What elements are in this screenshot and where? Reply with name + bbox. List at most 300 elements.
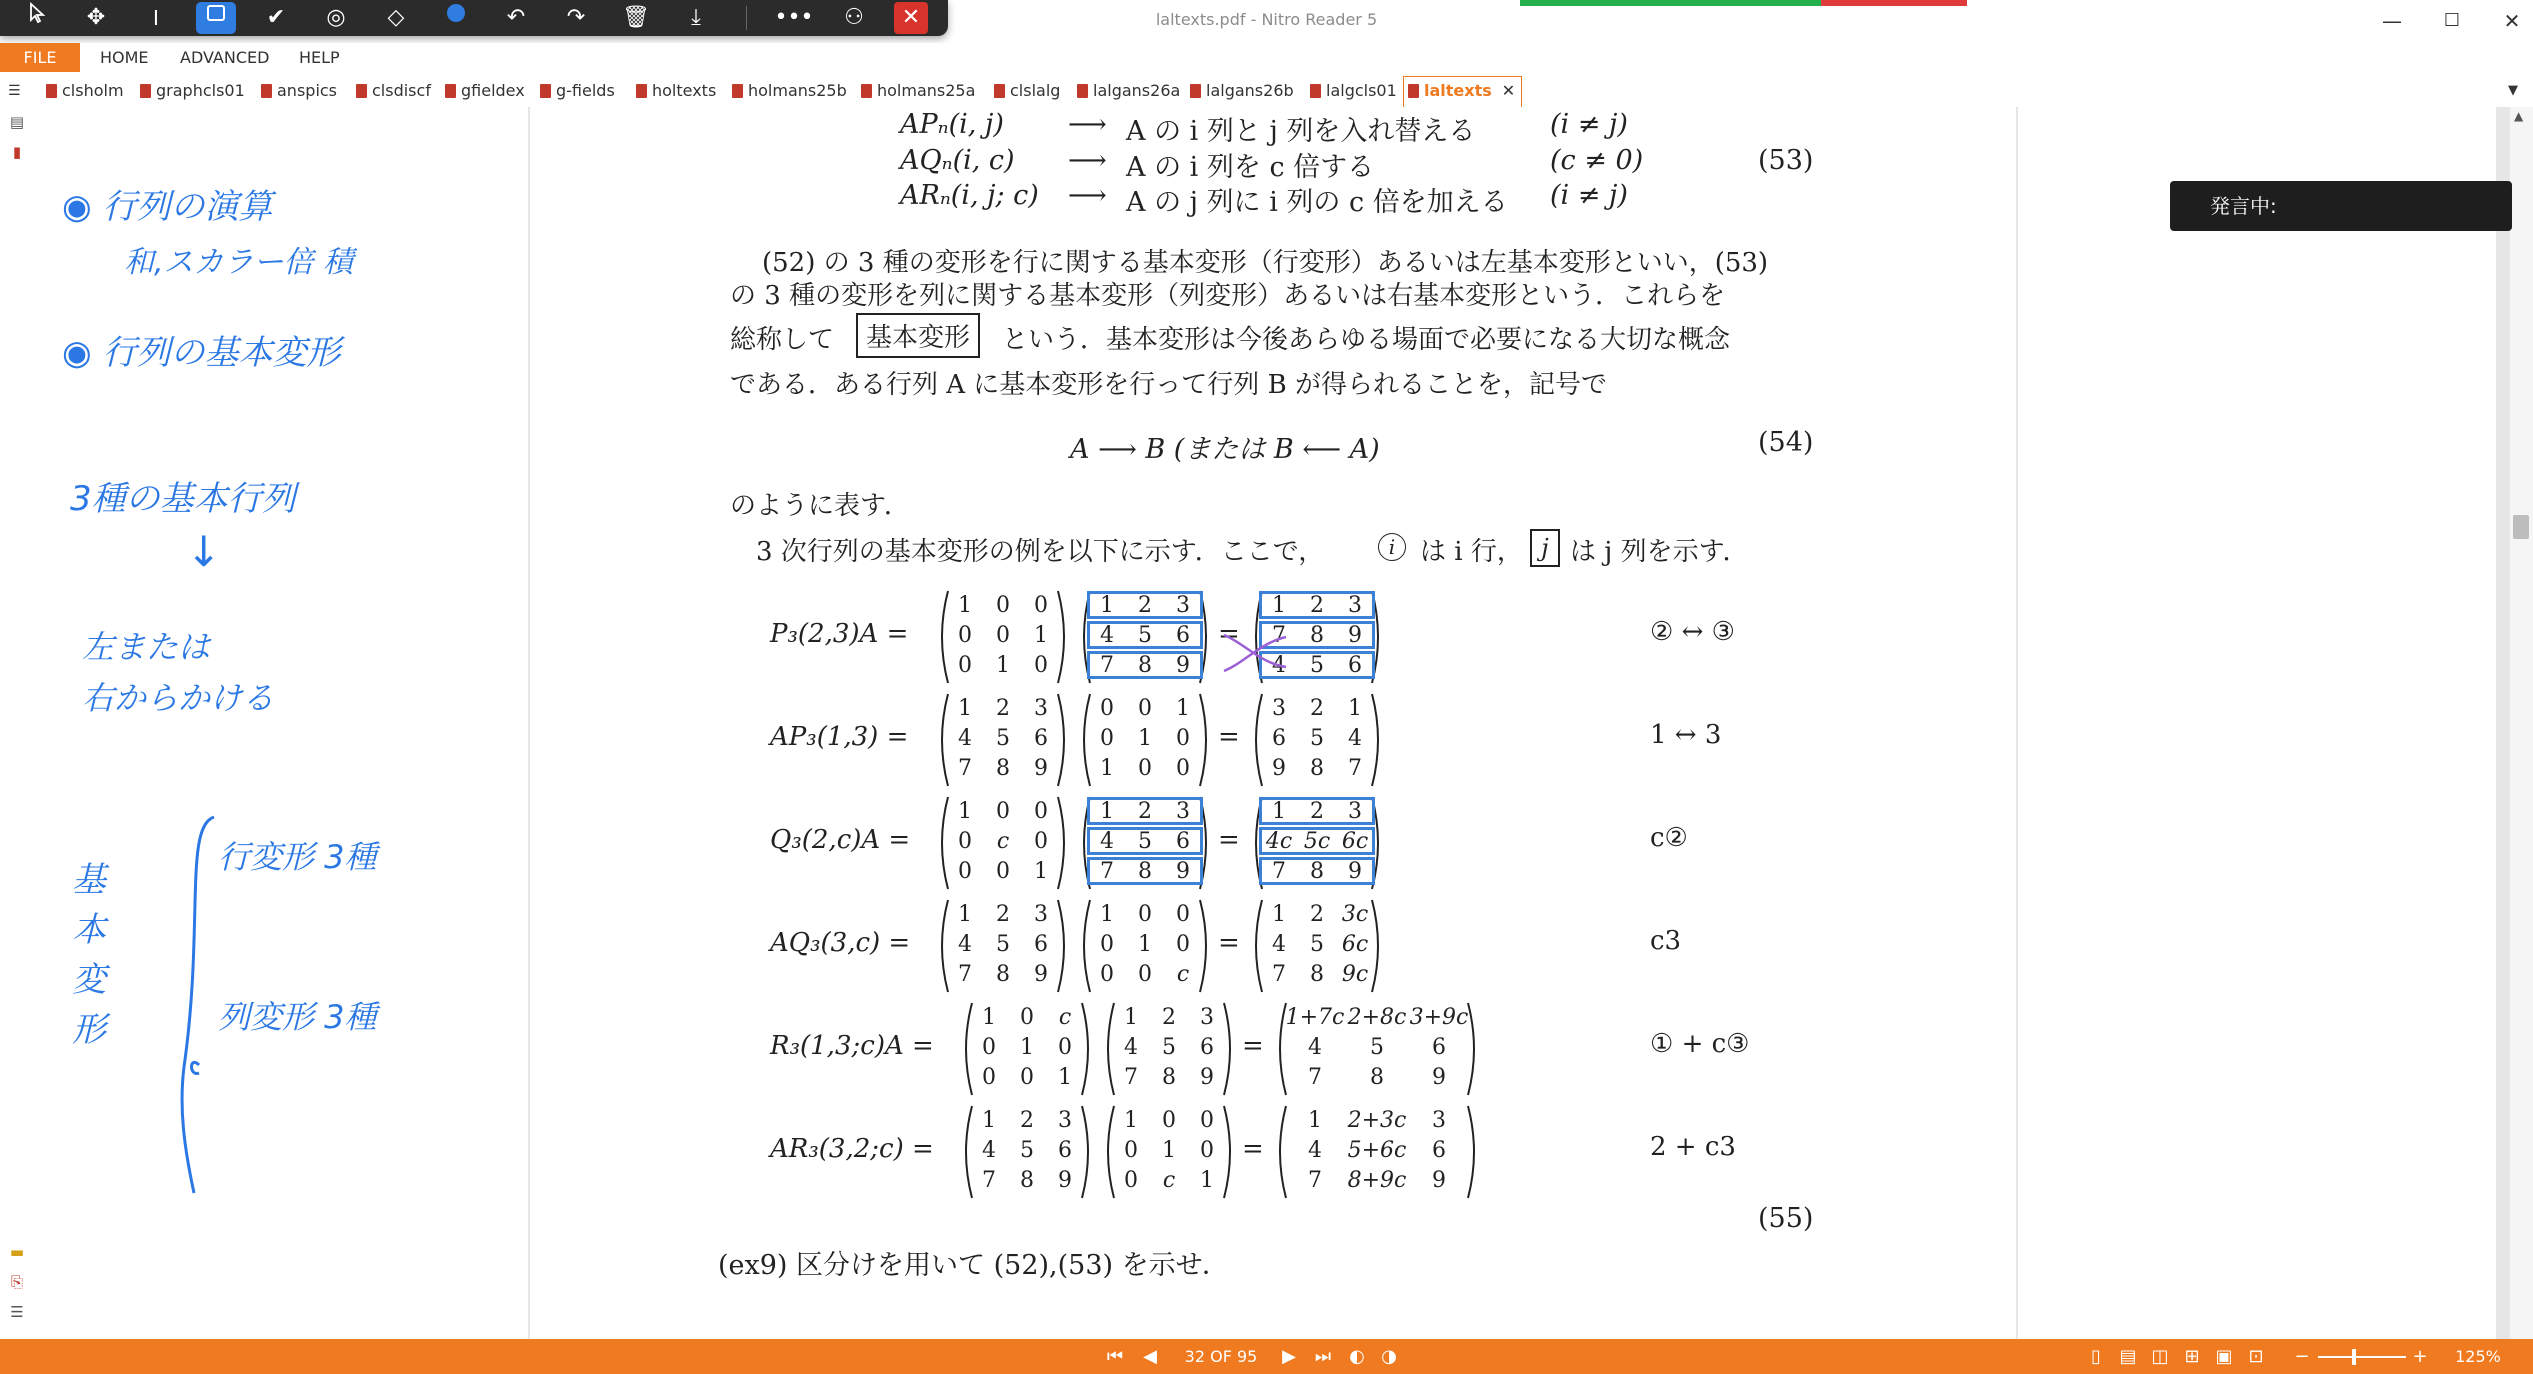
matrix-cell: 0 <box>1138 756 1152 781</box>
matrix-cell: 8 <box>996 756 1010 781</box>
example-note: ① + c③ <box>1650 1029 1750 1059</box>
eq53-row3-arrow: ⟶ <box>1068 180 1107 211</box>
matrix-cell: 4 <box>958 932 972 957</box>
matrix-cell: 8 <box>1370 1065 1384 1090</box>
close-icon[interactable]: ✕ <box>894 2 928 34</box>
matrix-cell: 5 <box>1020 1138 1034 1163</box>
exercise-9: (ex9) 区分けを用いて (52),(53) を示せ． <box>718 1250 1229 1281</box>
notes-page <box>34 107 528 1339</box>
boxed-term: 基本変形 <box>856 313 980 358</box>
continuous-view-icon[interactable]: ▤ <box>2119 1346 2137 1367</box>
matrix-cell: 8 <box>1138 653 1152 678</box>
annotation-row-box[interactable] <box>1259 797 1375 825</box>
matrix-cell: 5c <box>1303 829 1331 854</box>
matrix <box>962 1104 1092 1200</box>
matrix-cell: 0 <box>958 623 972 648</box>
matrix-cell: 0 <box>1020 1005 1034 1030</box>
tab-label: g-fields <box>556 81 615 100</box>
page-list-icon[interactable]: ☰ <box>8 83 21 99</box>
eq53-row2-desc: A の i 列を c 倍する <box>1126 152 1375 183</box>
matrix-cell: 4 <box>1100 623 1114 648</box>
matrix-cell: 4 <box>1348 726 1362 751</box>
eq53-row3-cond: (i ≠ j) <box>1550 180 1628 211</box>
matrix-cell: 0 <box>1034 653 1048 678</box>
matrix-cell: 8 <box>1162 1065 1176 1090</box>
matrix-cell: 1 <box>958 593 972 618</box>
eq53-row2-cond: (c ≠ 0) <box>1550 145 1644 176</box>
matrix-cell: 9 <box>1272 756 1286 781</box>
pdf-icon <box>356 84 367 98</box>
matrix-cell: 2 <box>1138 593 1152 618</box>
para1-line3a: 総称して <box>730 325 835 355</box>
matrix-cell: 9 <box>1432 1065 1446 1090</box>
pdf-icon <box>732 84 743 98</box>
tab-holmans25a[interactable] <box>861 78 975 104</box>
matrix-cell: 1 <box>1020 1035 1034 1060</box>
matrix-cell: 0 <box>996 859 1010 884</box>
eraser-icon[interactable]: ◇ <box>387 5 405 30</box>
undo-icon[interactable]: ↶ <box>506 5 526 30</box>
matrix-cell: 8+9c <box>1347 1168 1407 1193</box>
pdf-icon <box>261 84 272 98</box>
tab-holtexts[interactable] <box>636 78 716 104</box>
matrix-cell: 0 <box>1176 756 1190 781</box>
more-icon[interactable]: ••• <box>774 5 814 30</box>
matrix-cell: 1 <box>1058 1065 1072 1090</box>
annotation-row-box[interactable] <box>1259 591 1375 619</box>
note-line-9: 列変形 3種 <box>218 998 377 1036</box>
pdf-page <box>530 107 2016 1339</box>
matrix-cell: 0 <box>1058 1035 1072 1060</box>
matrix-cell: 0 <box>1138 902 1152 927</box>
tab-lalgcls01[interactable] <box>1310 78 1397 104</box>
para1-line3b: という．基本変形は今後あらゆる場面で必要になる大切な概念 <box>1002 325 1731 355</box>
matrix-cell: 1 <box>1034 623 1048 648</box>
tab-holmans25b[interactable] <box>732 78 847 104</box>
rectangle-icon[interactable] <box>196 2 236 34</box>
tab-label: clsholm <box>62 81 124 100</box>
matrix-cell: 0 <box>996 623 1010 648</box>
attachments-panel-icon[interactable]: ⎘ <box>10 1273 23 1291</box>
example-note: c② <box>1650 823 1688 853</box>
maximize-button[interactable]: ☐ <box>2443 10 2461 31</box>
tab-clsdiscf[interactable] <box>356 78 431 104</box>
annotation-row-box[interactable] <box>1087 651 1203 679</box>
matrix-cell: 0 <box>1162 1108 1176 1133</box>
matrix-cell: 0 <box>1138 696 1152 721</box>
tab-close-icon[interactable]: ✕ <box>1501 81 1516 100</box>
text-cursor-icon[interactable]: I <box>153 6 159 30</box>
matrix-cell: 6 <box>1176 623 1190 648</box>
matrix <box>938 795 1068 891</box>
matrix-cell: 2 <box>1310 593 1324 618</box>
tab-label: holmans25a <box>877 81 976 100</box>
matrix-cell: 0 <box>1034 829 1048 854</box>
tab-label: lalgcls01 <box>1326 81 1397 100</box>
note-line-2: 和,スカラー倍 積 <box>124 245 354 280</box>
matrix-cell: 3 <box>1058 1108 1072 1133</box>
document-tab-bar <box>0 72 2533 108</box>
example-lhs: R₃(1,3;c)A = <box>770 1031 934 1061</box>
stamp-icon[interactable]: ◎ <box>326 5 346 30</box>
matrix-cell: 5 <box>1138 829 1152 854</box>
matrix-cell: 5 <box>1310 932 1324 957</box>
matrix-cell: 0 <box>996 799 1010 824</box>
download-icon[interactable]: ⤓ <box>691 5 701 30</box>
annotation-swap-cross[interactable] <box>1220 627 1290 677</box>
matrix <box>938 692 1068 788</box>
matrix-cell: 6 <box>1432 1138 1446 1163</box>
matrix-cell: 4c <box>1265 829 1293 854</box>
matrix-cell: 6c <box>1341 829 1369 854</box>
matrix <box>1104 1104 1234 1200</box>
matrix-cell: 0 <box>982 1065 996 1090</box>
menu-file[interactable]: FILE <box>0 43 80 72</box>
pdf-icon <box>1077 84 1088 98</box>
matrix-cell: 7 <box>1124 1065 1138 1090</box>
matrix-cell: 1 <box>1308 1108 1322 1133</box>
matrix-cell: 7 <box>982 1168 996 1193</box>
matrix-cell: 0 <box>1124 1168 1138 1193</box>
matrix-cell: 3 <box>1432 1108 1446 1133</box>
matrix-cell: 8 <box>1138 859 1152 884</box>
matrix-cell: 0 <box>1020 1065 1034 1090</box>
para1-line1: (52) の 3 種の変形を行に関する基本変形（行変形）あるいは左基本変形といい，(53) <box>762 248 1769 278</box>
matrix-cell: 3 <box>1200 1005 1214 1030</box>
equals-sign: = <box>1218 619 1240 649</box>
note-line-3: ◉ 行列の基本変形 <box>62 333 341 373</box>
annotation-row-box[interactable] <box>1087 621 1203 649</box>
pdf-icon <box>140 84 151 98</box>
matrix-cell: 3 <box>1176 593 1190 618</box>
matrix-cell: 5 <box>1310 726 1324 751</box>
tab-label: anspics <box>277 81 338 100</box>
eq53-row2-arrow: ⟶ <box>1068 145 1107 176</box>
matrix-cell: 1 <box>1176 696 1190 721</box>
matrix-cell: 1 <box>996 653 1010 678</box>
matrix-cell: 4 <box>1272 653 1286 678</box>
page-indicator[interactable]: 32 OF 95 <box>1184 1347 1258 1366</box>
check-icon[interactable]: ✔ <box>266 5 286 30</box>
matrix <box>1080 589 1210 685</box>
note-vertical-word <box>72 855 106 1055</box>
matrix-cell: 1 <box>958 696 972 721</box>
matrix-cell: 0 <box>1200 1138 1214 1163</box>
tab-list-chevron-icon[interactable]: ▼ <box>2508 83 2518 98</box>
scrollbar-thumb[interactable] <box>2513 515 2529 539</box>
tab-label: holtexts <box>652 81 717 100</box>
minimize-button[interactable]: — <box>2382 9 2402 33</box>
tab-anspics[interactable] <box>261 78 337 104</box>
matrix-cell: 3 <box>1348 799 1362 824</box>
matrix-cell: 2 <box>996 696 1010 721</box>
matrix-cell: 1 <box>1138 932 1152 957</box>
single-page-view-icon[interactable]: ▯ <box>2091 1346 2101 1367</box>
move-icon[interactable]: ✥ <box>86 5 106 30</box>
note-line-8: 行変形 3種 <box>218 838 377 876</box>
example-lhs: AR₃(3,2;c) = <box>770 1134 934 1164</box>
matrix-cell: 0 <box>1176 726 1190 751</box>
matrix-cell: 1 <box>1124 1108 1138 1133</box>
matrix <box>1252 692 1382 788</box>
first-page-icon[interactable]: ⏮ <box>1106 1346 1124 1367</box>
matrix-cell: 2 <box>1162 1005 1176 1030</box>
matrix-cell: 2 <box>1310 902 1324 927</box>
matrix-cell: 1 <box>1124 1005 1138 1030</box>
matrix-cell: 5+6c <box>1347 1138 1407 1163</box>
matrix-cell: 8 <box>1020 1168 1034 1193</box>
matrix <box>1252 795 1382 891</box>
menu-help[interactable]: HELP <box>299 48 340 67</box>
call-indicator-red <box>1821 0 1967 6</box>
matrix-cell: 0 <box>1034 593 1048 618</box>
tab-clslalg[interactable] <box>994 78 1060 104</box>
matrix-cell: 0 <box>1100 696 1114 721</box>
annotation-toolbar <box>0 0 948 36</box>
matrix <box>1080 898 1210 994</box>
matrix-cell: 2 <box>1310 696 1324 721</box>
annotation-row-box[interactable] <box>1259 857 1375 885</box>
matrix-cell: 1 <box>1100 902 1114 927</box>
tab-graphcls01[interactable] <box>140 78 245 104</box>
menu-advanced[interactable]: ADVANCED <box>180 48 270 67</box>
matrix-examples <box>530 587 2016 1193</box>
eq53-row1-arrow: ⟶ <box>1068 109 1107 140</box>
matrix <box>1276 1001 1478 1097</box>
call-indicator-green <box>1520 0 1821 6</box>
scroll-up-icon[interactable]: ▲ <box>2514 109 2524 123</box>
matrix-cell: 4 <box>1100 829 1114 854</box>
matrix-cell: 1 <box>982 1108 996 1133</box>
color-dot-icon[interactable] <box>436 2 476 34</box>
note-vertical-char: 本 <box>72 910 106 950</box>
annotation-row-box[interactable] <box>1087 591 1203 619</box>
prev-page-icon[interactable]: ◀ <box>1143 1346 1157 1367</box>
tab-clsholm[interactable] <box>46 78 124 104</box>
matrix-cell: 6 <box>1058 1138 1072 1163</box>
facing-view-icon[interactable]: ◫ <box>2151 1346 2169 1367</box>
status-bar <box>0 1339 2533 1374</box>
matrix-cell: 6 <box>1034 726 1048 751</box>
annotation-row-box[interactable] <box>1259 827 1375 855</box>
matrix-cell: 0 <box>1200 1108 1214 1133</box>
matrix-cell: 0 <box>1100 932 1114 957</box>
pdf-icon <box>540 84 551 98</box>
matrix-cell: 1 <box>958 902 972 927</box>
matrix <box>938 898 1068 994</box>
matrix-cell: 7 <box>1100 653 1114 678</box>
matrix-cell: 2+8c <box>1347 1005 1407 1030</box>
matrix-cell: 1 <box>1272 902 1286 927</box>
matrix-cell: 9 <box>1034 962 1048 987</box>
matrix-cell: 3+9c <box>1409 1005 1469 1030</box>
eq53-row1-lhs: APₙ(i, j) <box>900 109 1004 140</box>
zoom-slider[interactable] <box>2318 1356 2406 1358</box>
matrix-cell: 4 <box>958 726 972 751</box>
tab-label: lalgans26a <box>1093 81 1181 100</box>
para1-line2: の 3 種の変形を列に関する基本変形（列変形）あるいは右基本変形という．これらを <box>730 281 1726 311</box>
matrix-cell: c <box>1058 1005 1072 1030</box>
matrix-cell: 8 <box>1310 962 1324 987</box>
tab-label: clsdiscf <box>372 81 431 100</box>
fit-page-icon[interactable]: ⊡ <box>2248 1346 2264 1367</box>
user-settings-icon[interactable]: ⚇ <box>844 5 864 30</box>
example-lhs: AQ₃(3,c) = <box>770 928 911 958</box>
matrix-cell: 7 <box>1348 756 1362 781</box>
matrix <box>1252 898 1382 994</box>
eq54: A ⟶ B (または B ⟵ A) <box>1070 434 1380 465</box>
example-note: 2 + c3 <box>1650 1132 1736 1162</box>
pdf-icon <box>1190 84 1201 98</box>
tab-lalgans26b[interactable] <box>1190 78 1294 104</box>
matrix-cell: 6 <box>1034 932 1048 957</box>
example-lhs: P₃(2,3)A = <box>770 619 909 649</box>
matrix-cell: 2+3c <box>1347 1108 1407 1133</box>
matrix-cell: 1 <box>1100 756 1114 781</box>
matrix <box>962 1001 1092 1097</box>
note-line-1: ◉ 行列の演算 <box>62 187 273 227</box>
matrix-cell: c <box>1162 1168 1176 1193</box>
note-vertical-char: 形 <box>72 1010 106 1050</box>
select-arrow-icon[interactable] <box>18 2 58 34</box>
pages-panel-icon[interactable]: ▤ <box>9 113 25 131</box>
boxed-j: j <box>1530 529 1560 567</box>
matrix-cell: 0 <box>958 653 972 678</box>
trash-icon[interactable]: 🗑 <box>622 5 650 30</box>
matrix-cell: 8 <box>1310 623 1324 648</box>
example-lhs: Q₃(2,c)A = <box>770 825 911 855</box>
matrix-cell: 7 <box>1272 623 1286 648</box>
matrix-cell: 7 <box>958 756 972 781</box>
bookmarks-panel-icon[interactable]: ▮ <box>12 143 22 161</box>
matrix-cell: 3 <box>1034 902 1048 927</box>
tab-label: clslalg <box>1010 81 1061 100</box>
right-page <box>2018 107 2496 1339</box>
matrix-cell: 2 <box>1020 1108 1034 1133</box>
matrix <box>1276 1104 1478 1200</box>
matrix-cell: 1 <box>1138 726 1152 751</box>
next-page-icon[interactable]: ▶ <box>1282 1346 1296 1367</box>
matrix-cell: 9 <box>1176 859 1190 884</box>
tab-laltexts[interactable] <box>1403 76 1522 107</box>
vertical-scrollbar[interactable] <box>2510 107 2533 1339</box>
note-line-4: 3種の基本行列 <box>70 479 296 519</box>
eq53-number: (53) <box>1758 145 1814 176</box>
matrix-cell: 4 <box>1308 1035 1322 1060</box>
matrix-cell: 5 <box>1310 653 1324 678</box>
fit-width-icon[interactable]: ▣ <box>2215 1346 2233 1367</box>
para3-part1: 3 次行列の基本変形の例を以下に示す．ここで， <box>756 537 1325 567</box>
matrix-cell: 0 <box>1034 799 1048 824</box>
matrix-cell: 4 <box>1308 1138 1322 1163</box>
matrix-cell: 8 <box>1310 756 1324 781</box>
last-page-icon[interactable]: ⏭ <box>1314 1346 1332 1367</box>
comments-panel-icon[interactable]: ▬ <box>9 1243 25 1261</box>
speaking-indicator: 発言中: <box>2170 181 2512 231</box>
back-view-icon[interactable]: ◐ <box>1349 1346 1365 1367</box>
forward-view-icon[interactable]: ◑ <box>1381 1346 1397 1367</box>
close-window-button[interactable]: ✕ <box>2503 9 2521 33</box>
zoom-in-button[interactable]: + <box>2412 1346 2428 1367</box>
eq53-row2-lhs: AQₙ(i, c) <box>900 145 1015 176</box>
matrix-cell: c <box>1176 962 1190 987</box>
matrix-cell: 1+7c <box>1285 1005 1345 1030</box>
matrix <box>1104 1001 1234 1097</box>
annotation-row-box[interactable] <box>1087 857 1203 885</box>
circled-i: i <box>1378 533 1406 561</box>
matrix-cell: 3 <box>1176 799 1190 824</box>
example-note: c3 <box>1650 926 1682 956</box>
pdf-icon <box>445 84 456 98</box>
eq53-row1-cond: (i ≠ j) <box>1550 109 1628 140</box>
matrix-cell: 1 <box>1100 593 1114 618</box>
matrix-cell: 9 <box>1176 653 1190 678</box>
left-panel-strip <box>0 107 35 1339</box>
tab-g-fields[interactable] <box>540 78 615 104</box>
menu-bar <box>0 43 2533 72</box>
zoom-out-button[interactable]: − <box>2294 1346 2310 1367</box>
zoom-level[interactable]: 125% <box>2455 1347 2501 1366</box>
eq53-row3-lhs: ARₙ(i, j; c) <box>900 180 1039 211</box>
note-line-7: 右からかける <box>82 679 275 717</box>
matrix-cell: 0 <box>982 1035 996 1060</box>
matrix-cell: 1 <box>982 1005 996 1030</box>
facing-continuous-view-icon[interactable]: ⊞ <box>2184 1346 2200 1367</box>
matrix-cell: 1 <box>1100 799 1114 824</box>
example-note: ② ↔ ③ <box>1650 617 1735 647</box>
matrix-cell: 2 <box>1138 799 1152 824</box>
tab-label: graphcls01 <box>156 81 245 100</box>
window-title: laltexts.pdf - Nitro Reader 5 <box>1155 10 1378 29</box>
para1-line4: である．ある行列 A に基本変形を行って行列 B が得られることを，記号で <box>730 370 1607 400</box>
eq54-number: (54) <box>1758 427 1814 458</box>
matrix-cell: 9 <box>1348 623 1362 648</box>
redo-icon[interactable]: ↷ <box>566 5 586 30</box>
zoom-slider-thumb[interactable] <box>2352 1349 2356 1365</box>
matrix-cell: 9c <box>1341 962 1369 987</box>
matrix-cell: 0 <box>1138 962 1152 987</box>
matrix-cell: 6 <box>1272 726 1286 751</box>
matrix-cell: 7 <box>958 962 972 987</box>
matrix-cell: 3 <box>1034 696 1048 721</box>
pdf-icon <box>1310 84 1321 98</box>
tab-label: gfieldex <box>461 81 525 100</box>
pdf-icon <box>994 84 1005 98</box>
annotation-row-box[interactable] <box>1087 797 1203 825</box>
tab-label: lalgans26b <box>1206 81 1294 100</box>
note-vertical-char: 基 <box>72 860 106 900</box>
tab-label: laltexts <box>1424 81 1492 100</box>
matrix-cell: 3 <box>1348 593 1362 618</box>
matrix-cell: 8 <box>1310 859 1324 884</box>
matrix-cell: 1 <box>1272 799 1286 824</box>
matrix-cell: 1 <box>1200 1168 1214 1193</box>
matrix-cell: 5 <box>996 726 1010 751</box>
matrix-cell: 8 <box>996 962 1010 987</box>
toolbar-divider <box>746 6 747 30</box>
matrix-cell: 9 <box>1058 1168 1072 1193</box>
matrix-cell: 1 <box>1034 859 1048 884</box>
tab-lalgans26a[interactable] <box>1077 78 1180 104</box>
example-note: 1 ↔ 3 <box>1650 720 1722 750</box>
matrix-cell: 1 <box>1272 593 1286 618</box>
annotation-row-box[interactable] <box>1087 827 1203 855</box>
matrix-cell: 6c <box>1341 932 1369 957</box>
menu-home[interactable]: HOME <box>100 48 149 67</box>
layers-panel-icon[interactable]: ☰ <box>10 1303 24 1321</box>
tab-gfieldex[interactable] <box>445 78 525 104</box>
matrix-cell: c <box>996 829 1010 854</box>
